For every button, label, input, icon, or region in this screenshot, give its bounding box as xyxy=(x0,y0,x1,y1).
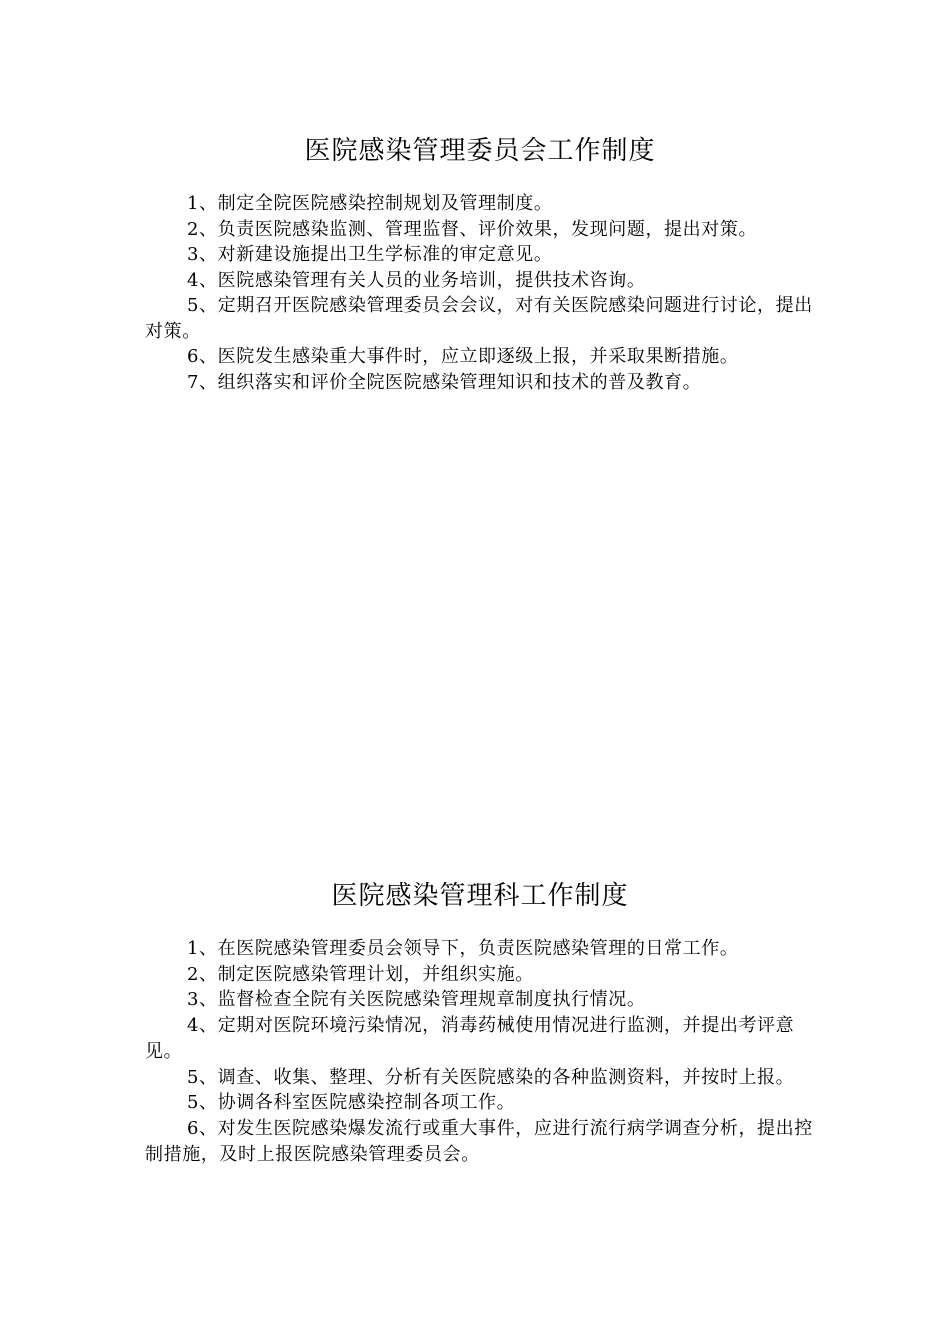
rule-item: 1、制定全院医院感染控制规划及管理制度。 xyxy=(187,193,553,214)
rule-item: 6、对发生医院感染爆发流行或重大事件，应进行流行病学调查分析，提出控制措施，及时上报医院感染管理委员会。 xyxy=(145,1117,813,1165)
rule-item: 6、医院发生感染重大事件时，应立即逐级上报，并采取果断措施。 xyxy=(187,346,739,367)
rule-item: 3、对新建设施提出卫生学标准的审定意见。 xyxy=(187,244,553,265)
rule-item: 2、制定医院感染管理计划，并组织实施。 xyxy=(187,963,534,985)
committee-rules-section xyxy=(145,131,815,395)
rule-item: 7、组织落实和评价全院医院感染管理知识和技术的普及教育。 xyxy=(187,371,702,393)
rule-item: 5、协调各科室医院感染控制各项工作。 xyxy=(187,1092,516,1114)
rule-item: 4、定期对医院环境污染情况，消毒药械使用情况进行监测，并提出考评意见。 xyxy=(145,1015,795,1062)
section-title: 医院感染管理科工作制度 xyxy=(331,881,629,911)
rule-item: 5、调查、收集、整理、分析有关医院感染的各种监测资料，并按时上报。 xyxy=(187,1066,795,1088)
rule-item: 3、监督检查全院有关医院感染管理规章制度执行情况。 xyxy=(187,989,646,1011)
rule-item: 5、定期召开医院感染管理委员会会议，对有关医院感染问题进行讨论，提出对策。 xyxy=(145,295,813,342)
rules-list xyxy=(145,936,815,1167)
rule-item: 1、在医院感染管理委员会领导下，负责医院感染管理的日常工作。 xyxy=(187,938,739,959)
rule-item: 4、医院感染管理有关人员的业务培训，提供技术咨询。 xyxy=(187,269,646,291)
rules-list xyxy=(145,191,815,395)
section-title: 医院感染管理委员会工作制度 xyxy=(304,136,656,166)
rule-item: 2、负责医院感染监测、管理监督、评价效果，发现问题，提出对策。 xyxy=(187,218,758,240)
department-rules-section xyxy=(145,876,815,1167)
